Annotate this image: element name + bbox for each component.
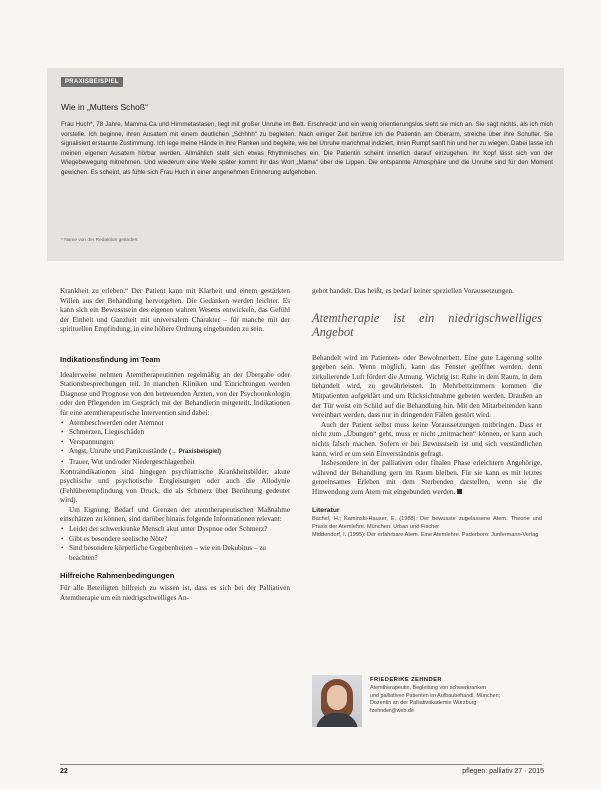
practice-example-box bbox=[47, 68, 564, 261]
indication-paragraph: Idealerweise nehmen Atemtherapeutinnen regelmäßig an der Übergabe oder Stationsbesprechungen teil. In manchen Kliniken und Einrichtungen werden Diagnose und Prognose von den betreuenden Ärzten, von der Psychoonkologin oder den Pflegenden im Gespräch mit der Behandlerin mitgeteilt. Indikationen für eine atemtherapeutische Intervention sind dabei: bbox=[60, 370, 290, 417]
footer-divider bbox=[60, 764, 542, 765]
author-role-line: und palliativen Patienten im Aufbaubehandl. München; bbox=[370, 692, 501, 699]
right-column bbox=[312, 287, 542, 539]
author-box bbox=[312, 675, 562, 727]
contraindication-paragraph: Kontraindikationen sind hingegen psychiatrische Krankheitsbilder, akute psychische und psychotische Entgleisungen oder auch die Allodynie (Fehlüberempfindung von Druck, die als Schmerz über Berührung gedeutet wird). bbox=[60, 467, 290, 505]
literature-heading: Literatur bbox=[312, 506, 340, 514]
practice-example-title: Wie in „Mutters Schoß“ bbox=[61, 102, 148, 112]
author-name: FRIEDERIKE ZEHNDER bbox=[370, 677, 442, 683]
practice-example-reference: (→ Praxisbeispiel) bbox=[169, 449, 222, 456]
indication-list bbox=[60, 419, 290, 468]
list-item: • Leidet der schwerkranke Mensch akut unter Dyspnoe oder Schmerz? bbox=[60, 525, 290, 535]
right-intro-paragraph: gebot handelt. Das heißt, es bedarf keiner speziellen Voraussetzungen. bbox=[312, 287, 514, 295]
practice-example-footnote: * Name von der Redaktion geändert bbox=[61, 238, 138, 243]
setting-paragraph: Behandelt wird im Patienten- oder Bewohnerbett. Eine gute Lagerung sollte gegeben sein. Wenn möglich, kann das Fenster geöffnet werden, denn zirkulierende Luft fördert die Atmung. Wichtig ist: Ruhe in dem Raum, in dem behandelt wird, zu gewährleisten. In Mehrbettzimmern kommen die Mitpatienten aufgeklärt und um Rücksichtnahme gebeten werden. Draußen an der Tür weist ein Schild auf die Behandlung hin. Mit den Mitarbeitenden kann vereinbart werden, dass nur in dringenden Fällen gestört wird. bbox=[312, 353, 542, 420]
practice-example-body: Frau Huch*, 78 Jahre, Mamma-Ca und Hirnmetastasen, liegt mit großer Unruhe im Bett. Erschreckt und ein wenig orientierungslos sieht sie mich an. Sie sagt nichts, als ich mich vorstelle. Ich beginne, ihren Ausatem mit einem deutlichen „Schhhh“ zu begleiten. Nach einiger Zeit berühre ich die Patientin am Oberarm, streiche über ihre Schulter. Sie signalisiert erstaunte Zustimmung. Ich lege meine Hände in ihre Flanken und begleite, wie bei Unruhe manchmal indiziert, ihren Rumpf sanft hin und her zu wiegen. Dabei lasse ich meinen eigenen Ausatem hörbar werden. Allmählich stellt sich etwas Rhythmisches ein. Die Patientin scheint innerlich darauf einzugehen. Ihr Kopf lässt sich von der Wiegebewegung mitnehmen. Und wiederum eine Weile später kommt ihr das Wort „Mama“ über die Lippen. Die entspannte Atmosphäre und die Unruhe sind für den Moment gewichen. Es scheint, als fühle sich Frau Huch in einer angenehmen Erinnerung aufgehoben. bbox=[61, 121, 553, 176]
end-of-article-mark bbox=[457, 489, 462, 494]
framework-paragraph: Für alle Beteiligten hilfreich zu wissen ist, dass es sich bei der Palliativen Atemtherapie um ein niedrigschwelliges An- bbox=[60, 584, 290, 602]
practice-example-tag: PRAXISBEISPIEL bbox=[61, 77, 123, 87]
list-item: • Atembeschwerden oder Atemnot bbox=[60, 419, 290, 429]
page-number: 22 bbox=[60, 768, 68, 775]
patient-paragraph: Auch der Patient selbst muss keine Voraussetzungen mitbringen. Dass er nicht zum „Übungen“ geht, muss er nicht „mitmachen“ können, er kann auch nichts falsch machen. Sofern er bei Bewusstsein ist und sich verständlichen kann, wird er um sein Einverständnis gefragt. bbox=[312, 420, 542, 458]
section-heading-indication: Indikationsfindung im Team bbox=[60, 354, 161, 364]
left-intro-paragraph: Krankheit zu erleben.“ Der Patient kann mit Klarheit und einem gestärkten Willen aus der Behandlung hervorgehen. Die Gedanken werden leichter. Es kann sich ein Bewusstsein des eigenen wahren Wesens entwickeln, das Gefühl der Einheit und Ganzheit mit universalem Charakter – für manche mit der spirituellen Empfindung, in eine höhere Ordnung eingebunden zu sein. bbox=[60, 287, 290, 334]
relatives-paragraph: Insbesondere in der palliativen oder finalen Phase erleichtern Angehörige, während der Behandlung gern im Raum bleiben. Für sie kann es mit letztes gemeinsames Erleben mit dem Sterbenden darstellen, wenn sie die Hinwendung zum Atem mit eingebunden werden. bbox=[312, 459, 542, 496]
left-column bbox=[60, 287, 290, 603]
list-item: • Verspannungen bbox=[60, 438, 290, 448]
assessment-paragraph: Um Eignung, Bedarf und Grenzen der atemtherapeutischen Maßnahme einschätzen zu können, sind darüber hinaus folgende Informationen relevant: bbox=[60, 505, 290, 524]
section-heading-framework: Hilfreiche Rahmenbedingungen bbox=[60, 571, 175, 581]
list-item: • Schmerzen, Liegeschäden bbox=[60, 428, 290, 438]
author-role-line: Dozentin an der Palliativakademie Würzburg bbox=[370, 700, 477, 707]
magazine-issue: pflegen: palliativ 27 · 2015 bbox=[462, 768, 544, 775]
list-item: • Sind besondere körperliche Gegebenheiten – wie ein Dekubitus – zu beachten? bbox=[60, 544, 290, 563]
list-item: • Trauer, Wut und/oder Niedergeschlagenheit bbox=[60, 458, 290, 468]
author-role-line: Atemtherapeutin, Begleitung von schwerkranken bbox=[370, 685, 486, 691]
author-email: fzehnder@web.de bbox=[370, 707, 414, 714]
author-photo bbox=[312, 675, 362, 727]
pull-quote: Atemtherapie ist ein niedrigschwelliges Angebot bbox=[312, 310, 542, 340]
list-item: • Angst, Unruhe und Panikzustände (→ Praxisbeispiel) bbox=[60, 447, 290, 458]
literature-item: Bachel, H.; Kaminski-Hauser, E. (1988): Der bewusste zugelassene Atem. Theorie und Praxis der Atemlehre. München: Urban und Fischer bbox=[312, 516, 542, 531]
author-info bbox=[370, 677, 562, 715]
list-item: • Gibt es besondere seelische Nöte? bbox=[60, 535, 290, 545]
assessment-list bbox=[60, 525, 290, 563]
literature-item: Middendorf, I. (1995): Der erfahrbare Atem. Eine Atemlehre. Paderborn: Junfermann-Verlag bbox=[312, 532, 539, 539]
